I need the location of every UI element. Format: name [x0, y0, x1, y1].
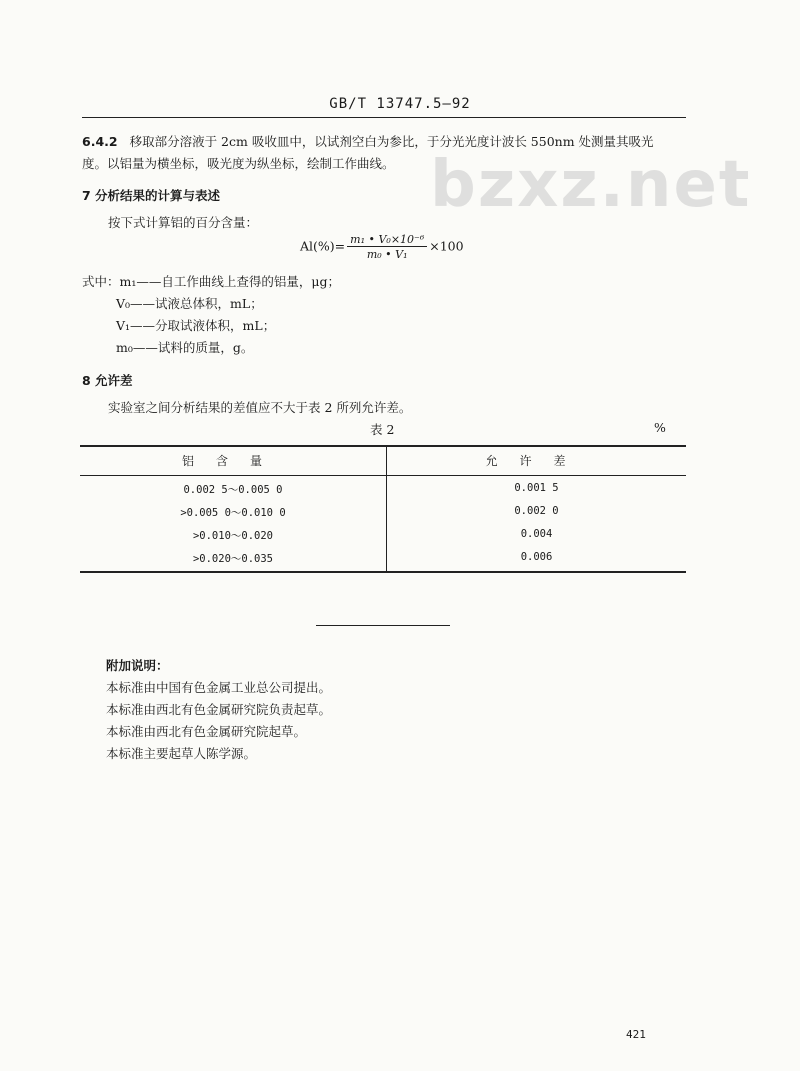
watermark: bzxz.net	[430, 148, 752, 222]
table-header-cell: 允许差	[485, 454, 588, 468]
table-cell: 0.004	[520, 528, 553, 540]
formula-denominator: m₀ • V₁	[366, 248, 408, 261]
formula-numerator: m₁ • V₀×10⁻⁶	[347, 233, 427, 247]
section-6-4-2	[82, 131, 692, 153]
variable-row-1	[82, 271, 340, 293]
table-caption: 表 2	[370, 422, 395, 437]
table-top-rule	[80, 445, 686, 447]
formula-intro: 按下式计算铝的百分含量：	[108, 215, 259, 230]
table-cell: 0.002 5～0.005 0	[183, 484, 283, 496]
formula-fraction	[347, 233, 427, 261]
table-cell: 0.006	[520, 551, 553, 563]
header-rule	[82, 117, 686, 118]
variable-def: m₀——试料的质量，g。	[116, 340, 254, 355]
variable-def: m₁——自工作曲线上查得的铝量，μg；	[119, 274, 341, 289]
where-label: 式中：	[82, 274, 120, 289]
table-cell: >0.005 0～0.010 0	[180, 507, 286, 519]
end-rule	[316, 625, 450, 626]
section-8-heading: 8 允许差	[82, 373, 133, 388]
paragraph-line-1: 移取部分溶液于 2cm 吸收皿中，以试剂空白为参比，于分光光度计波长 550nm 处测量其吸光	[129, 134, 654, 149]
paragraph-line-2: 度。以铝量为横坐标，吸光度为纵坐标，绘制工作曲线。	[82, 156, 395, 171]
note-line: 本标准由西北有色金属研究院起草。	[106, 724, 307, 739]
section-7-heading: 7 分析结果的计算与表述	[82, 188, 221, 203]
document-header: GB/T 13747.5—92	[329, 96, 471, 112]
table-bottom-rule	[80, 571, 686, 573]
variable-def: V₁——分取试液体积，mL；	[116, 318, 276, 333]
section-8-text: 实验室之间分析结果的差值应不大于表 2 所列允许差。	[108, 400, 412, 415]
table-cell: 0.002 0	[514, 505, 559, 517]
notes-title: 附加说明：	[106, 658, 169, 673]
note-line: 本标准由中国有色金属工业总公司提出。	[106, 680, 332, 695]
table-header-cell: 铝含量	[181, 454, 284, 468]
page-number: 421	[626, 1028, 646, 1041]
table-cell: >0.020～0.035	[192, 553, 274, 565]
note-line: 本标准主要起草人陈学源。	[106, 746, 257, 761]
table-unit: %	[654, 420, 666, 435]
table-cell: >0.010～0.020	[192, 530, 274, 542]
formula	[300, 233, 464, 261]
table-cell: 0.001 5	[514, 482, 559, 494]
note-line: 本标准由西北有色金属研究院负责起草。	[106, 702, 332, 717]
formula-rhs: ×100	[429, 238, 464, 254]
section-number: 6.4.2	[82, 134, 118, 149]
formula-lhs: Al(%)=	[300, 238, 346, 254]
table-header-rule	[80, 475, 686, 476]
variable-def: V₀——试液总体积，mL；	[116, 296, 263, 311]
